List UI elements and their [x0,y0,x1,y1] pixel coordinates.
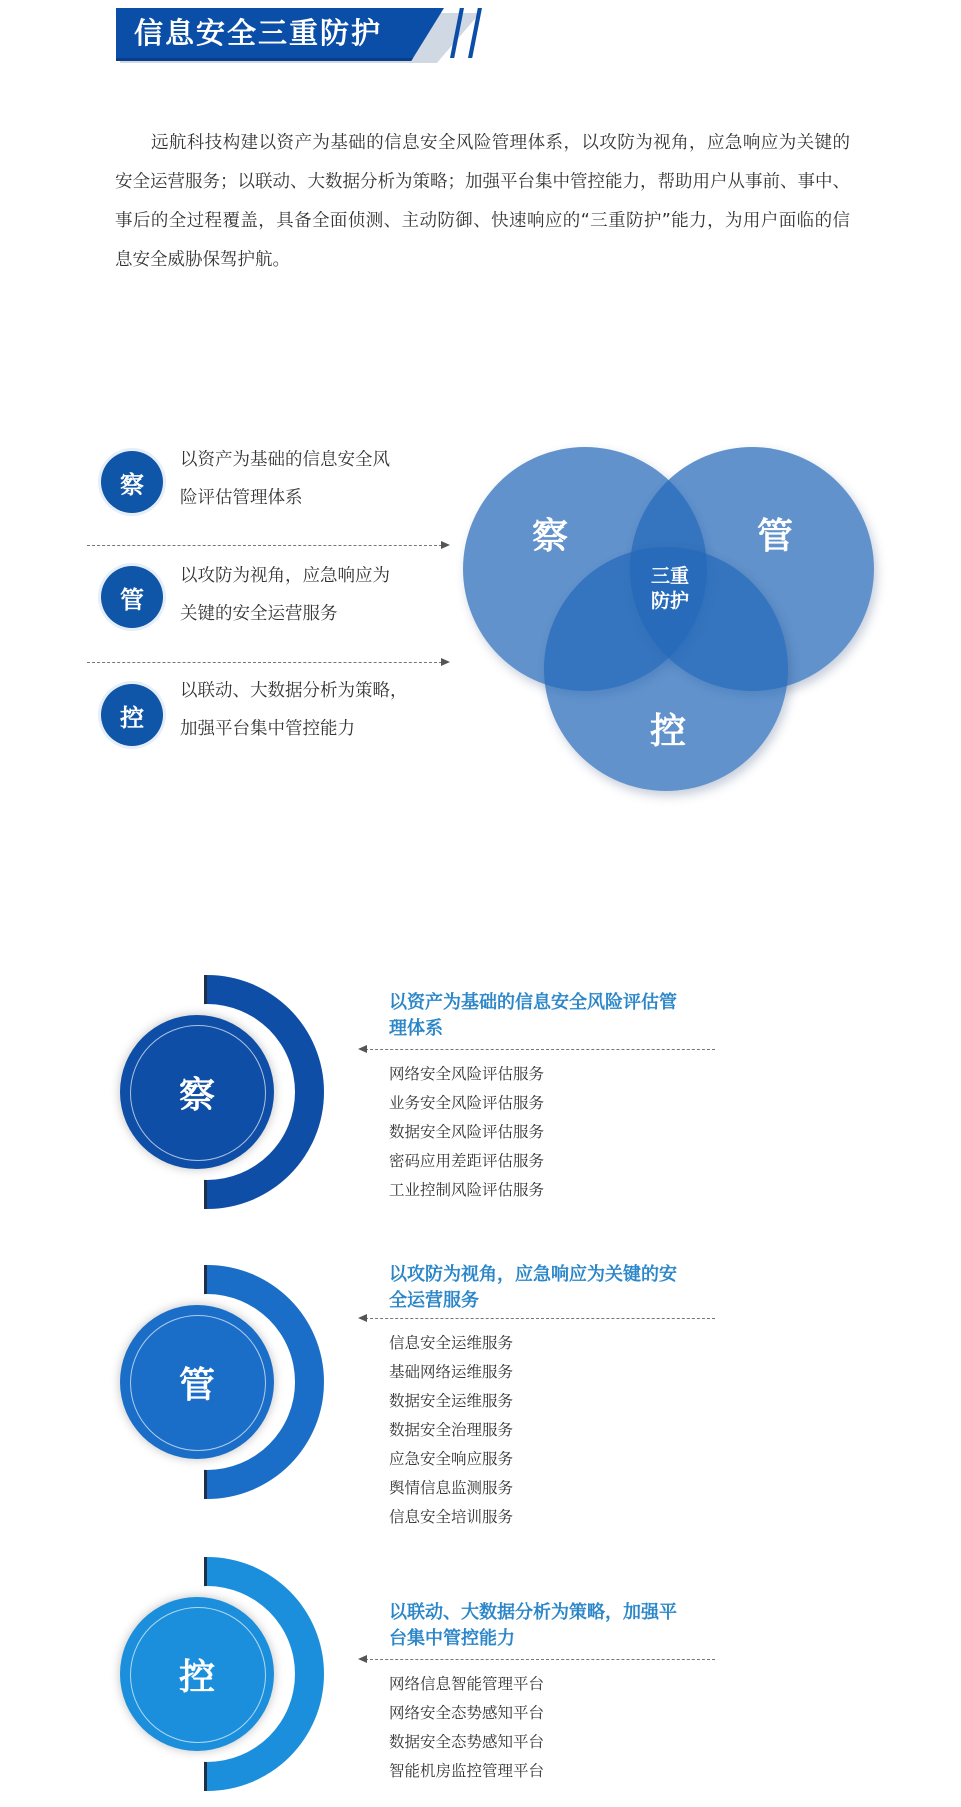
detail-divider-kong [365,1659,715,1660]
row-cha-line2: 险评估管理体系 [180,488,303,508]
detail-item-kong-2: 网络安全态势感知平台 [389,1704,545,1722]
detail-item-guan-4: 数据安全治理服务 [389,1421,514,1439]
detail-arrow-kong [358,1655,367,1663]
detail-item-guan-5: 应急安全响应服务 [389,1450,514,1468]
divider-2 [87,662,442,663]
detail-item-guan-6: 舆情信息监测服务 [389,1479,514,1497]
inner-ring-kong [130,1607,266,1743]
detail-divider-guan [365,1318,715,1319]
venn-label-kong: 控 [650,711,687,752]
inner-ring-guan [130,1315,266,1451]
inner-disc-guan [120,1305,274,1459]
badge-cha: 察 [101,451,163,513]
divider-1 [87,545,442,546]
detail-arrow-guan [358,1314,367,1322]
detail-arrow-cha [358,1045,367,1053]
venn-center-label [635,564,705,614]
detail-item-guan-1: 信息安全运维服务 [389,1334,514,1352]
badge-kong: 控 [101,684,163,746]
header-banner [116,8,486,64]
inner-disc-kong [120,1597,274,1751]
venn-label-guan: 管 [757,516,794,557]
row-kong-line1: 以联动、大数据分析为策略， [180,681,408,701]
detail-item-cha-1: 网络安全风险评估服务 [389,1065,545,1083]
detail-item-guan-2: 基础网络运维服务 [389,1363,514,1381]
row-kong-line2: 加强平台集中管控能力 [180,719,355,739]
row-guan-line2: 关键的安全运营服务 [180,604,338,624]
detail-item-cha-2: 业务安全风险评估服务 [389,1094,545,1112]
intro-paragraph: 远航科技构建以资产为基础的信息安全风险管理体系，以攻防为视角，应急响应为关键的安全运营服务；以联动、大数据分析为策略；加强平台集中管控能力，帮助用户从事前、事中、事后的全过程覆盖，具备全面侦测、主动防御、快速响应的“三重防护”能力，为用户面临的信息安全威胁保驾护航。 [115,133,850,270]
detail-item-guan-3: 数据安全运维服务 [389,1392,514,1410]
divider-arrow-2 [441,658,450,666]
detail-badge-kong: 控 [178,1656,215,1698]
row-guan-text [180,557,440,633]
page-title: 信息安全三重防护 [134,16,383,50]
detail-badge-cha: 察 [178,1074,215,1116]
venn-center-line1: 三重 [650,565,689,587]
row-cha-text [180,441,440,517]
divider-arrow-1 [441,541,450,549]
detail-item-cha-4: 密码应用差距评估服务 [389,1152,545,1170]
detail-divider-cha [365,1049,715,1050]
inner-disc-cha [120,1015,274,1169]
detail-title-guan: 以攻防为视角，应急响应为关键的安全运营服务 [389,1264,677,1311]
row-cha-line1: 以资产为基础的信息安全风 [180,450,390,470]
detail-item-cha-3: 数据安全风险评估服务 [389,1123,545,1141]
detail-item-cha-5: 工业控制风险评估服务 [389,1181,545,1199]
venn-label-cha: 察 [532,516,569,557]
row-guan-line1: 以攻防为视角，应急响应为 [180,566,390,586]
detail-title-kong: 以联动、大数据分析为策略，加强平台集中管控能力 [389,1602,677,1649]
detail-item-kong-1: 网络信息智能管理平台 [389,1675,545,1693]
detail-item-kong-3: 数据安全态势感知平台 [389,1733,545,1751]
detail-item-guan-7: 信息安全培训服务 [389,1508,514,1526]
detail-item-kong-4: 智能机房监控管理平台 [389,1762,545,1780]
row-kong-text [180,672,440,748]
badge-guan: 管 [101,566,163,628]
detail-title-cha: 以资产为基础的信息安全风险评估管理体系 [389,992,677,1039]
detail-badge-guan: 管 [178,1364,215,1406]
inner-ring-cha [130,1025,266,1161]
venn-center-line2: 防护 [650,590,689,612]
